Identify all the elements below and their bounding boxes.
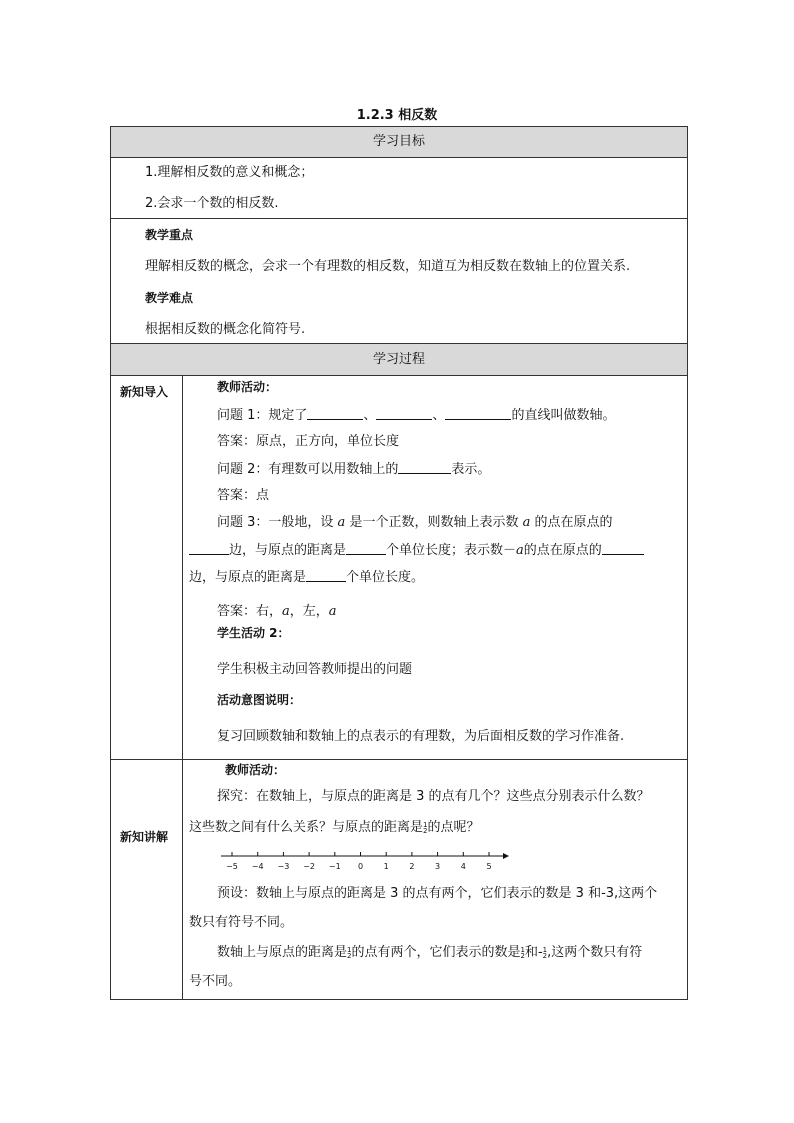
row-divider [111, 759, 687, 760]
number-line-tick-label: −4 [251, 862, 264, 871]
answer-3: 答案：右，a，左，a [217, 604, 337, 619]
preset-line-3: 数轴上与原点的距离是 1 2 的点有两个，它们表示的数是 1 2 和- 1 2 ,这两个数只有符 [217, 945, 643, 960]
number-line-tick-label: 3 [435, 862, 441, 871]
number-line-arrow [503, 853, 509, 859]
objective-item: 1.理解相反数的意义和概念； [145, 165, 314, 180]
page-title: 1.2.3 相反数 [356, 108, 438, 123]
section-label-intro: 新知导入 [120, 385, 169, 399]
student-activity-text: 学生积极主动回答教师提出的问题 [217, 662, 413, 677]
difficult-points-text: 根据相反数的概念化简符号. [145, 322, 306, 337]
teacher-activity-label: 教师活动： [217, 380, 278, 394]
fraction: 1 2 [423, 821, 428, 835]
fraction: 1 2 [542, 946, 548, 960]
answer-2: 答案：点 [217, 488, 270, 503]
section-label-explain: 新知讲解 [120, 830, 169, 844]
number-line-tick-label: 5 [486, 862, 492, 871]
question-2: 问题 2：有理数可以用数轴上的 表示。 [217, 462, 491, 477]
question-3-line1: 问题 3：一般地，设 a 是一个正数，则数轴上表示数 a 的点在原点的 [217, 515, 613, 530]
preset-line-4: 号不同。 [189, 974, 242, 989]
explore-line-2: 这些数之间有什么关系？与原点的距离是 1 2 的点呢？ [189, 820, 480, 835]
question-1: 问题 1：规定了 、 、 的直线叫做数轴。 [217, 408, 616, 423]
number-line-tick-label: 0 [357, 862, 364, 871]
number-line-tick-label: −2 [303, 862, 315, 871]
question-3-line3: 边，与原点的距离是 个单位长度。 [189, 570, 425, 585]
question-3-line2: 边，与原点的距离是 个单位长度；表示数－a的点在原点的 [189, 543, 644, 557]
teacher-activity-label: 教师活动： [225, 763, 286, 777]
explore-line-1: 探究：在数轴上，与原点的距离是 3 的点有几个？这些点分别表示什么数？ [217, 789, 650, 804]
row-divider [111, 218, 687, 219]
answer-1: 答案：原点，正方向，单位长度 [217, 434, 400, 449]
number-line-tick-label: 1 [383, 862, 389, 871]
fraction: 1 2 [347, 946, 352, 960]
key-points-text: 理解相反数的概念，会求一个有理数的相反数，知道互为相反数在数轴上的位置关系. [145, 259, 631, 274]
number-line [221, 845, 511, 873]
number-line-tick-label: −5 [226, 862, 238, 871]
activity-intent-label: 活动意图说明： [217, 693, 302, 707]
column-divider [182, 375, 183, 999]
key-points-label: 教学重点 [145, 228, 194, 242]
objectives-header: 学习目标 [111, 127, 687, 158]
fraction: 1 2 [520, 946, 525, 960]
activity-intent-text: 复习回顾数轴和数轴上的点表示的有理数，为后面相反数的学习作准备. [217, 729, 625, 744]
preset-line-1: 预设：数轴上与原点的距离是 3 的点有两个，它们表示的数是 3 和-3,这两个 [217, 886, 658, 901]
number-line-tick-label: −3 [277, 862, 290, 871]
student-activity-label: 学生活动 2： [217, 626, 290, 640]
number-line-tick-label: −1 [328, 862, 341, 871]
process-header: 学习过程 [111, 344, 687, 376]
number-line-tick-label: 2 [409, 862, 415, 871]
lesson-table [110, 126, 688, 1000]
preset-line-2: 数只有符号不同。 [189, 915, 294, 930]
objective-item: 2.会求一个数的相反数. [145, 196, 279, 211]
difficult-points-label: 教学难点 [145, 291, 194, 305]
number-line-tick-label: 4 [460, 862, 466, 871]
